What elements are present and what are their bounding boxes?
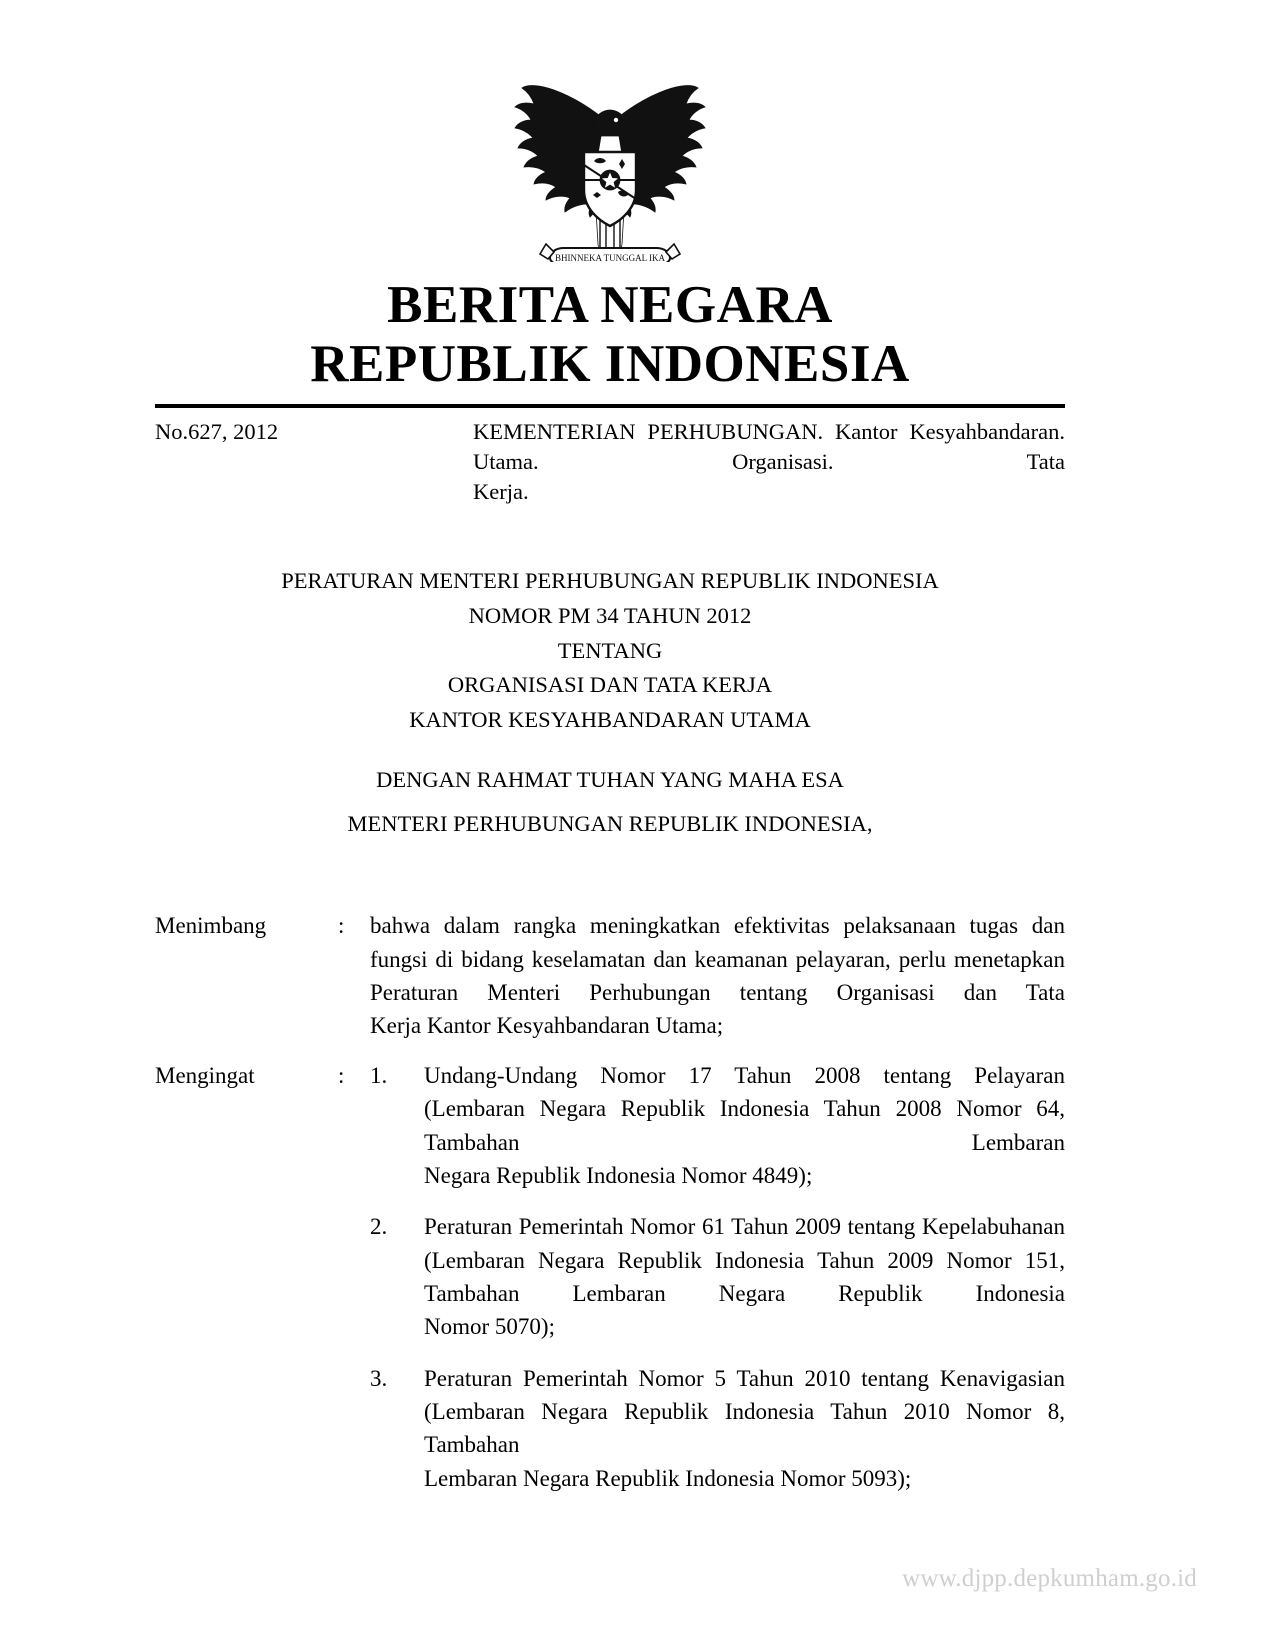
- invocation-line-2: MENTERI PERHUBUNGAN REPUBLIK INDONESIA,: [347, 810, 873, 836]
- list-item: [370, 1210, 1065, 1343]
- page-content: [155, 0, 1065, 1511]
- clause-body-menimbang-last: Kerja Kantor Kesyahbandaran Utama;: [370, 1013, 724, 1039]
- footer-watermark: www.djpp.depkumham.go.id: [902, 1565, 1197, 1592]
- list-item-text: [424, 1059, 1065, 1192]
- list-item-text: [424, 1210, 1065, 1343]
- regulation-title-block: [155, 564, 1065, 737]
- garuda-pancasila-emblem: [510, 62, 710, 262]
- title-line-1: PERATURAN MENTERI PERHUBUNGAN REPUBLIK INDONESIA: [281, 568, 939, 594]
- clause-label-mengingat: Mengingat: [155, 1062, 255, 1088]
- clause-body-mengingat: [370, 1059, 1065, 1495]
- clauses-section: [155, 909, 1065, 1495]
- gazette-number: No.627, 2012: [155, 418, 279, 444]
- list-item: [370, 1362, 1065, 1495]
- masthead-divider: [155, 404, 1065, 408]
- clause-menimbang: [155, 909, 1065, 1042]
- clause-mengingat: [155, 1059, 1065, 1495]
- list-item-marker: 2.: [370, 1214, 388, 1240]
- title-line-2: NOMOR PM 34 TAHUN 2012: [468, 603, 752, 629]
- clause-label-menimbang: Menimbang: [155, 913, 267, 939]
- title-line-5: KANTOR KESYAHBANDARAN UTAMA: [409, 707, 811, 733]
- list-item-text-main: Peraturan Pemerintah Nomor 5 Tahun 2010 tentang Kenavigasian (Lembaran Negara Republik Indonesia Tahun 2010 Nomor 8, Tambahan: [424, 1365, 1065, 1458]
- list-item-text: [424, 1362, 1065, 1495]
- list-item-marker: 3.: [370, 1365, 388, 1391]
- clause-body-menimbang-main: bahwa dalam rangka meningkatkan efektivitas pelaksanaan tugas dan fungsi di bidang keselamatan dan keamanan pelayaran, perlu menetapkan Peraturan Menteri Perhubungan tentang Organisasi dan Tata: [370, 913, 1065, 1006]
- list-item: [370, 1059, 1065, 1192]
- title-line-4: ORGANISASI DAN TATA KERJA: [447, 672, 773, 698]
- masthead-line-2: REPUBLIK INDONESIA: [310, 335, 910, 394]
- gazette-subject-main: KEMENTERIAN PERHUBUNGAN. Kantor Kesyahbandaran. Utama. Organisasi. Tata: [473, 418, 1065, 474]
- clause-colon-mengingat: :: [338, 1062, 345, 1088]
- svg-text:BHINNEKA TUNGGAL IKA: BHINNEKA TUNGGAL IKA: [555, 253, 665, 262]
- list-item-text-last: Nomor 5070);: [424, 1314, 555, 1340]
- list-item-text-main: Undang-Undang Nomor 17 Tahun 2008 tentang Pelayaran (Lembaran Negara Republik Indonesia Tahun 2008 Nomor 64, Tambahan Lembaran: [424, 1062, 1065, 1155]
- gazette-header-row: [155, 417, 1065, 507]
- list-item-text-main: Peraturan Pemerintah Nomor 61 Tahun 2009 tentang Kepelabuhanan (Lembaran Negara Republik Indonesia Tahun 2009 Nomor 151, Tambahan Lembaran Negara Republik Indonesia: [424, 1214, 1065, 1306]
- gazette-subject-tail: Kerja.: [473, 478, 529, 504]
- list-item-marker: 1.: [370, 1062, 388, 1088]
- list-item-text-last: Lembaran Negara Republik Indonesia Nomor 5093);: [424, 1465, 912, 1491]
- masthead-line-1: BERITA NEGARA: [387, 276, 833, 334]
- title-line-3: TENTANG: [557, 637, 663, 663]
- clause-body-menimbang: [370, 909, 1065, 1042]
- invocation-line-1: DENGAN RAHMAT TUHAN YANG MAHA ESA: [376, 766, 844, 792]
- gazette-subject: [473, 417, 1065, 507]
- emblem-container: [155, 0, 1065, 262]
- clause-colon-menimbang: :: [338, 913, 345, 939]
- masthead: [155, 276, 1065, 395]
- invocation-block: [155, 758, 1065, 846]
- list-item-text-last: Negara Republik Indonesia Nomor 4849);: [424, 1162, 813, 1188]
